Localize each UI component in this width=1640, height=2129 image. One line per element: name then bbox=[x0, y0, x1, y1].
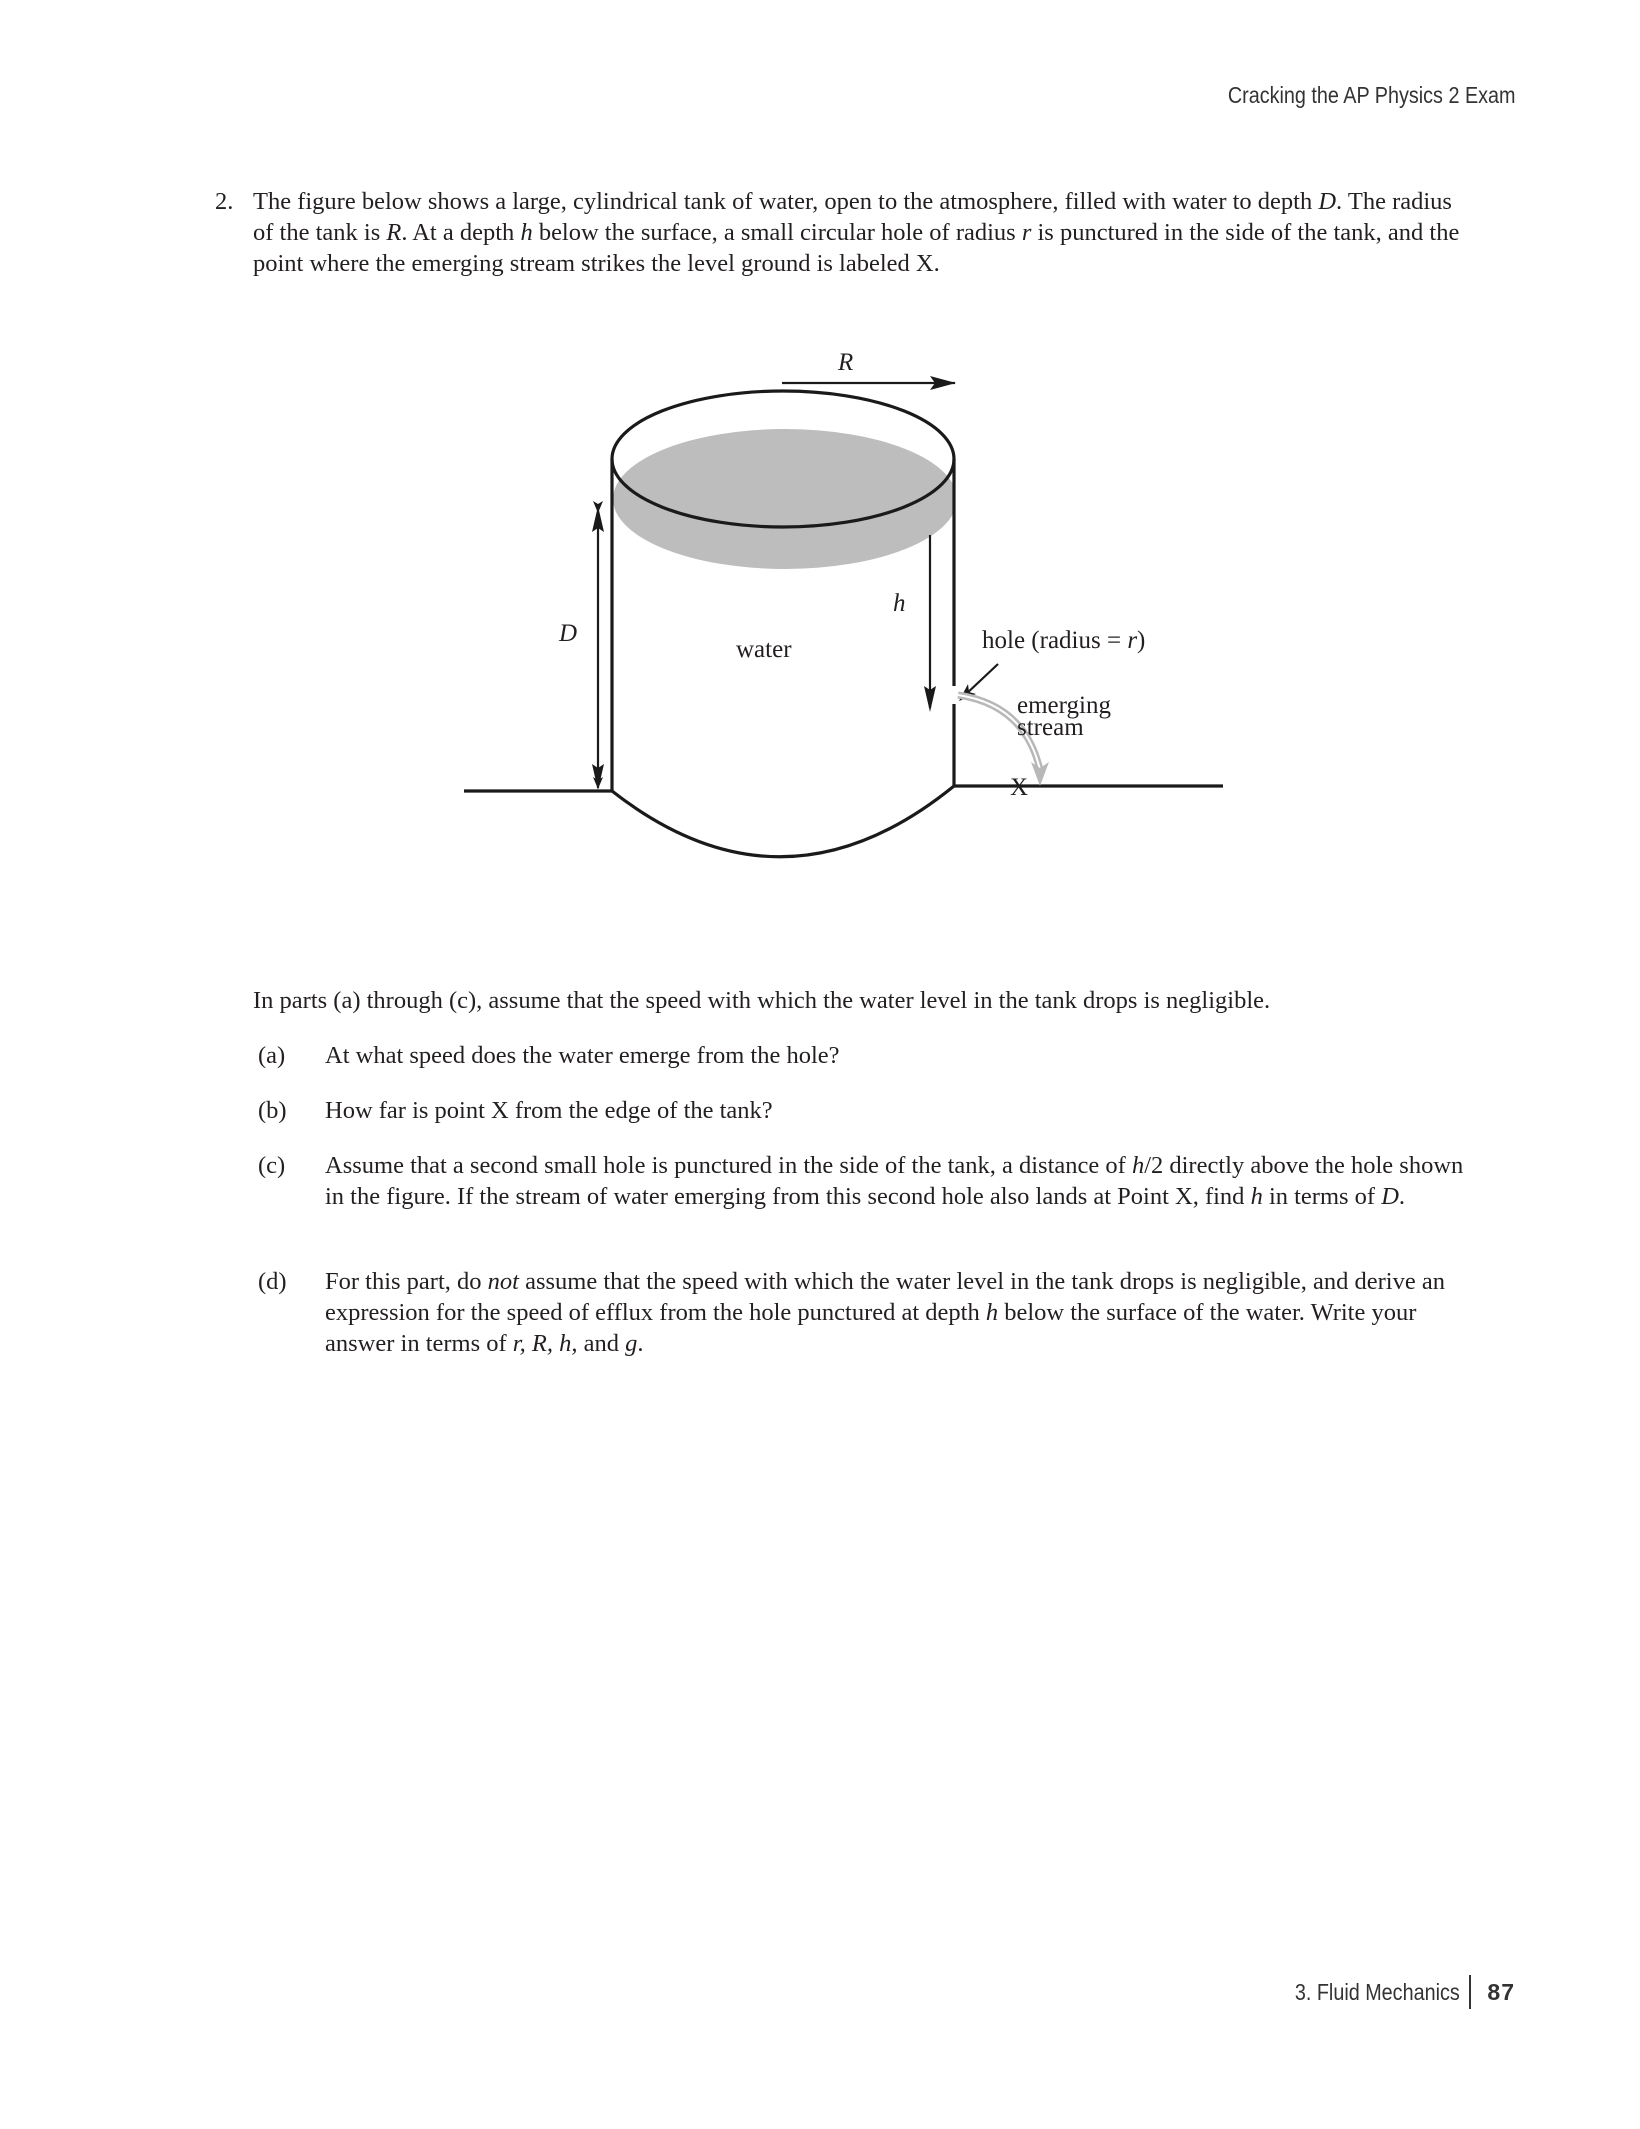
part-c bbox=[258, 1150, 1478, 1212]
part-text: How far is point X from the edge of the tank? bbox=[325, 1097, 773, 1124]
water-label: water bbox=[736, 636, 792, 663]
part-label: (a) bbox=[258, 1042, 286, 1069]
part-text: For this part, do not assume that the speed with which the water level in the tank drops is negligible, and derive an expression for the speed of efflux from the hole punctured at depth h below the surface of the water. Write your answer in terms of r, R, h, and g. bbox=[325, 1268, 1445, 1357]
footer-divider bbox=[1469, 1975, 1471, 2009]
depth-label: D bbox=[559, 620, 578, 647]
part-label: (b) bbox=[258, 1097, 287, 1124]
part-a bbox=[258, 1040, 1478, 1071]
parts-intro: In parts (a) through (c), assume that the speed with which the water level in the tank drops is negligible. bbox=[253, 987, 1271, 1014]
part-label: (d) bbox=[258, 1268, 287, 1295]
part-text: At what speed does the water emerge from the hole? bbox=[325, 1042, 840, 1069]
radius-label: R bbox=[838, 349, 854, 376]
question-number: 2. bbox=[215, 188, 234, 215]
part-b bbox=[258, 1095, 1478, 1126]
page-footer bbox=[1268, 1974, 1515, 2010]
tank-bottom bbox=[612, 786, 954, 857]
hole-pointer bbox=[964, 664, 998, 696]
tank-figure bbox=[0, 0, 1640, 900]
page-number: 87 bbox=[1487, 1978, 1515, 2005]
water-surface bbox=[613, 429, 957, 569]
landing-point-label: X bbox=[1010, 774, 1029, 801]
hole-label: hole (radius = r) bbox=[982, 627, 1146, 654]
part-label: (c) bbox=[258, 1152, 286, 1179]
stream-label: emerging stream bbox=[1017, 692, 1111, 741]
running-head: Cracking the AP Physics 2 Exam bbox=[1227, 82, 1515, 108]
hole-depth-label: h bbox=[893, 590, 906, 617]
chapter-title: 3. Fluid Mechanics bbox=[1294, 1978, 1460, 2005]
part-d bbox=[258, 1266, 1478, 1359]
tank-diagram bbox=[0, 0, 1640, 900]
question-text: The figure below shows a large, cylindrical tank of water, open to the atmosphere, filled with water to depth D. The radius of the tank is R. At a depth h below the surface, a small circular hole of radius r is punctured in the side of the tank, and the point where the emerging stream strikes the level ground is labeled X. bbox=[253, 188, 1460, 277]
part-text: Assume that a second small hole is punctured in the side of the tank, a distance of h/2 directly above the hole shown in the figure. If the stream of water emerging from this second hole also lands at Point X, find h in terms of D. bbox=[325, 1152, 1464, 1210]
